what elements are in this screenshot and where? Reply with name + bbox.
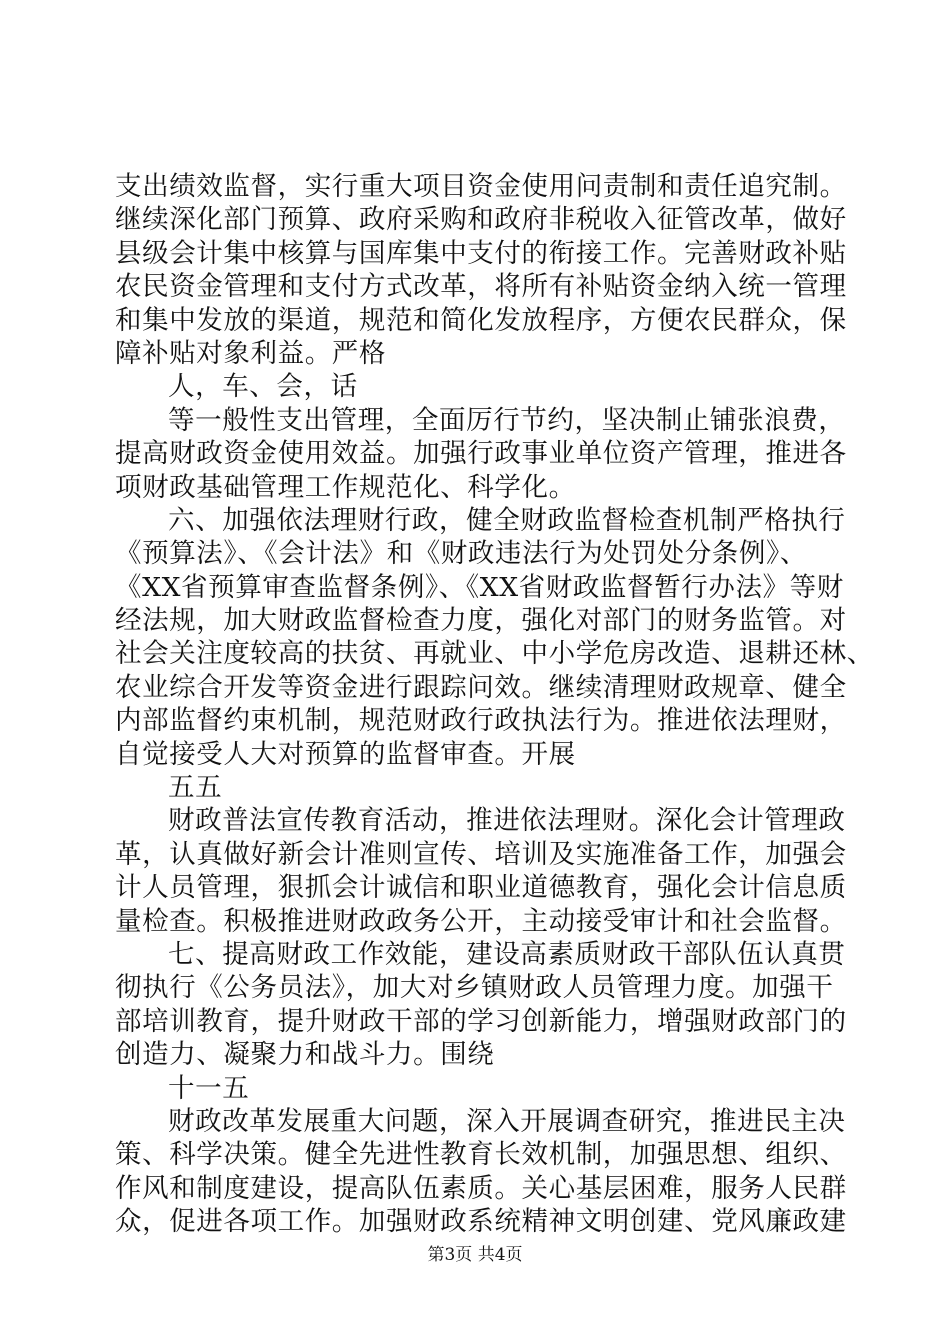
text-line: 七、提高财政工作效能，建设高素质财政干部队伍认真贯 [168,938,846,970]
text-line: 支出绩效监督，实行重大项目资金使用问责制和责任追究制。 [115,171,847,202]
text-line: 创造力、凝聚力和战斗力。围绕 [115,1039,495,1071]
text-line: 策、科学决策。健全先进性教育长效机制，加强思想、组织、 [115,1139,847,1171]
text-line: 自觉接受人大对预算的监督审查。开展 [115,738,576,770]
text-line: 五五 [168,772,223,804]
text-line: 经法规，加大财政监督检查力度，强化对部门的财务监管。对 [115,605,847,637]
text-line: 社会关注度较高的扶贫、再就业、中小学危房改造、退耕还林、 [115,638,874,670]
text-line: 县级会计集中核算与国库集中支付的衔接工作。完善财政补贴 [115,237,847,269]
text-line: 等一般性支出管理，全面厉行节约，坚决制止铺张浪费， [168,404,846,436]
text-line: 《预算法》、《会计法》和《财政违法行为处罚处分条例》、 [115,538,807,570]
text-line: 财政普法宣传教育活动，推进依法理财。深化会计管理政 [168,805,846,837]
text-line: 人，车、会，话 [168,371,358,403]
text-line: 十一五 [168,1072,250,1104]
text-line: 计人员管理，狠抓会计诚信和职业道德教育，强化会计信息质 [115,872,847,904]
text-line: 六、加强依法理财行政，健全财政监督检查机制严格执行 [168,504,846,536]
text-line: 《XX省预算审查监督条例》、《XX省财政监督暂行办法》等财 [115,571,844,603]
text-line: 财政改革发展重大问题，深入开展调查研究，推进民主决 [168,1105,846,1137]
text-line: 和集中发放的渠道，规范和简化发放程序，方便农民群众，保 [115,304,847,336]
text-line: 作风和制度建设，提高队伍素质。关心基层困难，服务人民群 [115,1172,847,1204]
text-line: 内部监督约束机制，规范财政行政执法行为。推进依法理财， [115,705,847,737]
text-line: 部培训教育，提升财政干部的学习创新能力，增强财政部门的 [115,1005,847,1037]
text-line: 量检查。积极推进财政政务公开，主动接受审计和社会监督。 [115,905,847,937]
text-line: 障补贴对象利益。严格 [115,337,386,369]
page-footer: 第3页 共4页 [427,1245,523,1265]
text-line: 农民资金管理和支付方式改革，将所有补贴资金纳入统一管理 [115,271,847,303]
text-line: 众，促进各项工作。加强财政系统精神文明创建、党风廉政建 [115,1206,847,1238]
text-line: 革，认真做好新会计准则宣传、培训及实施准备工作，加强会 [115,838,847,870]
text-line: 项财政基础管理工作规范化、科学化。 [115,471,576,503]
text-line: 提高财政资金使用效益。加强行政事业单位资产管理，推进各 [115,438,847,470]
text-line: 农业综合开发等资金进行跟踪问效。继续清理财政规章、健全 [115,671,847,703]
text-line: 彻执行《公务员法》，加大对乡镇财政人员管理力度。加强干 [115,972,834,1004]
document-body [115,170,874,1239]
text-line: 继续深化部门预算、政府采购和政府非税收入征管改革，做好 [115,204,847,236]
